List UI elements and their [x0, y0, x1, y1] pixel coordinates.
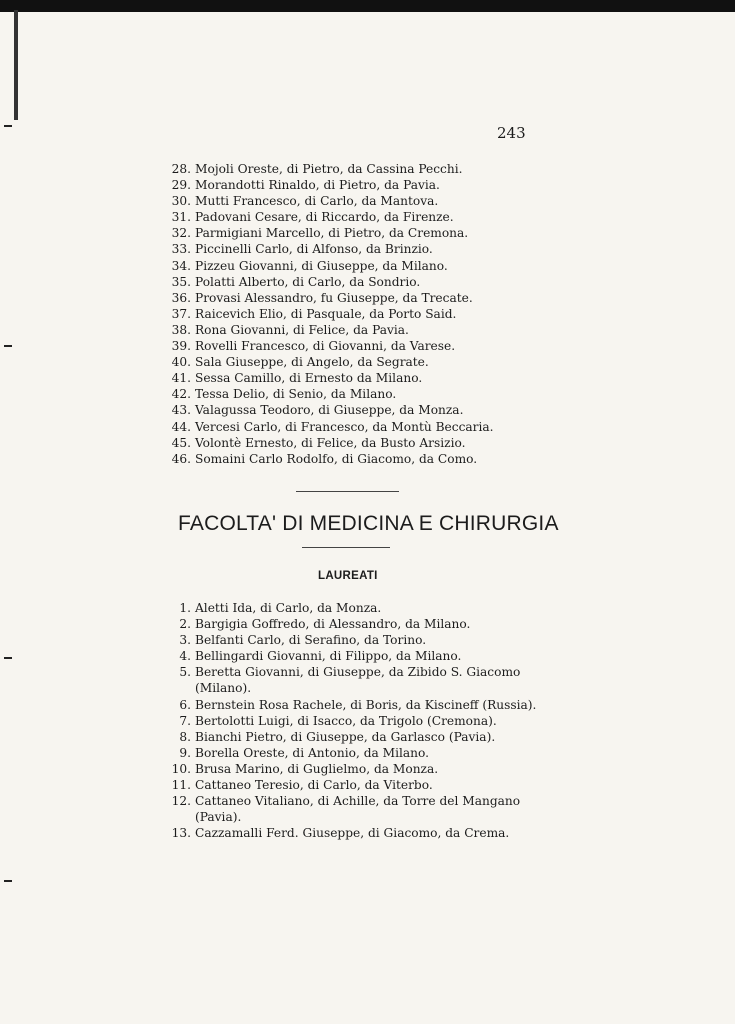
item-text: Belfanti Carlo, di Serafino, da Torino. [195, 633, 427, 648]
item-text: Sala Giuseppe, di Angelo, da Segrate. [195, 355, 429, 370]
scan-left-edge [14, 10, 18, 120]
item-text: Rona Giovanni, di Felice, da Pavia. [195, 322, 409, 337]
list-item [170, 386, 510, 402]
item-text: Padovani Cesare, di Riccardo, da Firenze. [195, 210, 454, 225]
item-text: Aletti Ida, di Carlo, da Monza. [195, 601, 382, 615]
item-text: Bertolotti Luigi, di Isacco, da Trigolo (Cremona). [195, 713, 497, 728]
item-number: 32. [171, 226, 191, 241]
graduates-list-continued [170, 161, 510, 467]
item-number: 3. [179, 633, 191, 648]
item-number: 5. [179, 665, 191, 680]
item-number: 9. [179, 745, 191, 760]
list-item [170, 697, 542, 713]
item-number: 44. [171, 419, 191, 434]
section-divider [296, 491, 399, 492]
item-text: Mutti Francesco, di Carlo, da Mantova. [195, 194, 439, 209]
item-text: Cattaneo Teresio, di Carlo, da Viterbo. [195, 778, 433, 793]
item-number: 13. [171, 826, 191, 841]
item-text: Morandotti Rinaldo, di Pietro, da Pavia. [195, 178, 440, 193]
item-text: Volontè Ernesto, di Felice, da Busto Arsizio. [195, 435, 466, 450]
item-text: Cazzamalli Ferd. Giuseppe, di Giacomo, da Crema. [195, 826, 510, 841]
item-text: Bianchi Pietro, di Giuseppe, da Garlasco (Pavia). [195, 729, 496, 744]
item-number: 11. [171, 778, 191, 793]
list-item [170, 354, 510, 370]
item-number: 37. [171, 306, 191, 321]
item-text: Brusa Marino, di Guglielmo, da Monza. [195, 761, 439, 776]
item-number: 35. [171, 274, 191, 289]
item-number: 39. [171, 339, 191, 354]
item-number: 29. [171, 178, 191, 193]
list-item [170, 745, 542, 761]
item-text: Somaini Carlo Rodolfo, di Giacomo, da Como. [195, 451, 478, 466]
list-item [170, 402, 510, 418]
list-item [170, 193, 510, 209]
laureati-list [170, 600, 542, 841]
scan-top-border [0, 0, 735, 12]
item-continuation: (Milano). [195, 681, 252, 696]
item-text: Rovelli Francesco, di Giovanni, da Varese. [195, 339, 456, 354]
item-text: Bellingardi Giovanni, di Filippo, da Milano. [195, 649, 462, 664]
list-item [170, 209, 510, 225]
list-item [170, 241, 510, 257]
item-number: 30. [171, 194, 191, 209]
item-text: Sessa Camillo, di Ernesto da Milano. [195, 371, 423, 386]
item-text: Mojoli Oreste, di Pietro, da Cassina Pecchi. [195, 162, 463, 176]
item-text: Raicevich Elio, di Pasquale, da Porto Said. [195, 306, 457, 321]
item-number: 12. [171, 794, 191, 809]
item-number: 7. [179, 713, 191, 728]
section-title: FACOLTA' DI MEDICINA E CHIRURGIA [178, 512, 559, 535]
list-item [170, 600, 542, 616]
margin-mark [4, 345, 12, 347]
title-underline [302, 547, 390, 548]
item-text: Parmigiani Marcello, di Pietro, da Cremona. [195, 226, 469, 241]
list-item [170, 161, 510, 177]
list-item [170, 793, 542, 809]
list-item [170, 632, 542, 648]
list-item [170, 777, 542, 793]
item-number: 40. [171, 355, 191, 370]
list-item [170, 761, 542, 777]
list-item [170, 370, 510, 386]
item-text: Bernstein Rosa Rachele, di Boris, da Kiscineff (Russia). [195, 697, 537, 712]
item-number: 42. [171, 387, 191, 402]
item-text: Beretta Giovanni, di Giuseppe, da Zibido S. Giacomo [195, 665, 521, 680]
list-item [170, 435, 510, 451]
item-text: Piccinelli Carlo, di Alfonso, da Brinzio. [195, 242, 433, 257]
list-item [170, 825, 542, 841]
item-number: 4. [179, 649, 191, 664]
item-text: Provasi Alessandro, fu Giuseppe, da Trecate. [195, 290, 473, 305]
item-number: 45. [171, 435, 191, 450]
list-item [170, 729, 542, 745]
list-item [170, 648, 542, 664]
item-number: 6. [179, 697, 191, 712]
item-number: 43. [171, 403, 191, 418]
item-number: 2. [179, 617, 191, 632]
list-item [170, 306, 510, 322]
list-item [170, 225, 510, 241]
list-item [170, 419, 510, 435]
item-text: Tessa Delio, di Senio, da Milano. [195, 387, 397, 402]
list-item [170, 258, 510, 274]
item-number: 38. [171, 322, 191, 337]
item-number: 36. [171, 290, 191, 305]
margin-mark [4, 657, 12, 659]
item-number: 33. [171, 242, 191, 257]
item-text: Polatti Alberto, di Carlo, da Sondrio. [195, 274, 421, 289]
margin-mark [4, 125, 12, 127]
item-number: 8. [179, 729, 191, 744]
item-number: 46. [171, 451, 191, 466]
item-text: Cattaneo Vitaliano, di Achille, da Torre del Mangano [195, 794, 521, 809]
item-number: 34. [171, 258, 191, 273]
item-continuation: (Pavia). [195, 810, 242, 825]
item-text: Bargigia Goffredo, di Alessandro, da Milano. [195, 617, 471, 632]
list-item [170, 322, 510, 338]
item-number: 41. [171, 371, 191, 386]
list-item [170, 616, 542, 632]
item-number: 10. [171, 761, 191, 776]
section-subtitle: LAUREATI [318, 570, 378, 582]
item-text: Vercesi Carlo, di Francesco, da Montù Beccaria. [195, 419, 494, 434]
item-number: 1. [179, 601, 191, 615]
list-item [170, 290, 510, 306]
list-item [170, 713, 542, 729]
list-item [170, 338, 510, 354]
list-item [170, 451, 510, 467]
item-text: Borella Oreste, di Antonio, da Milano. [195, 745, 430, 760]
list-item [170, 274, 510, 290]
item-number: 28. [171, 162, 191, 176]
item-text: Pizzeu Giovanni, di Giuseppe, da Milano. [195, 258, 448, 273]
item-text: Valagussa Teodoro, di Giuseppe, da Monza. [195, 403, 464, 418]
list-item [170, 177, 510, 193]
page-number: 243 [497, 124, 526, 142]
margin-mark [4, 880, 12, 882]
list-item [170, 664, 542, 680]
item-number: 31. [171, 210, 191, 225]
